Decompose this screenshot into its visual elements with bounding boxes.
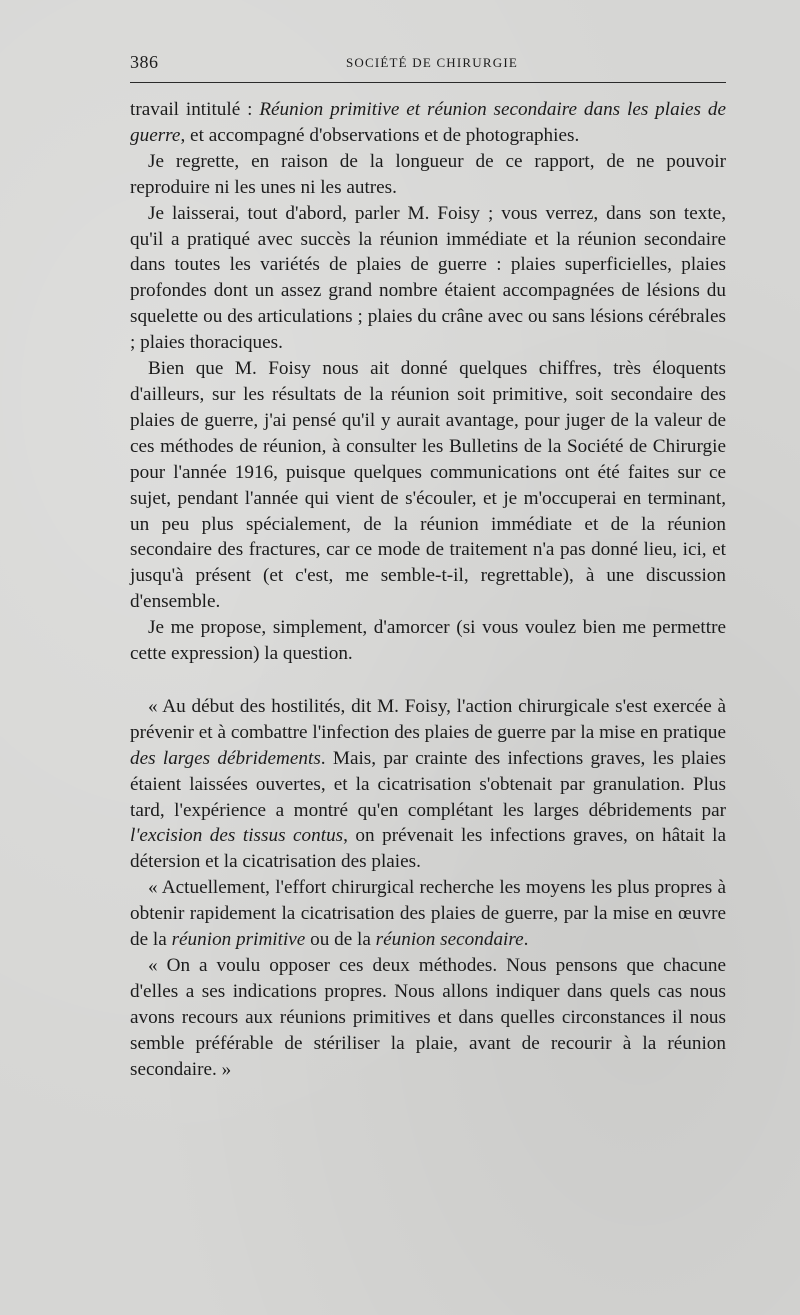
paragraph-text: , et accompagné d'observations et de photographies. bbox=[180, 124, 580, 146]
paragraph: Bien que M. Foisy nous ait donné quelques chiffres, très éloquents d'ailleurs, sur les résultats de la réunion soit primitive, soit secondaire des plaies de guerre, j'ai pensé qu'il y aurait avantage, pour juger de la valeur de ces méthodes de réunion, à consulter les Bulletins de la Société de Chirurgie pour l'année 1916, puisque quelques communications ont été faites sur ce sujet, pendant l'année qui vient de s'écouler, et je m'occuperai en terminant, un peu plus spécialement, de la réunion immédiate et de la réunion secondaire des fractures, car ce mode de traitement n'a pas donné lieu, ici, et jusqu'à présent (et c'est, me semble-t-il, regrettable), à une discussion d'ensemble. bbox=[130, 358, 726, 613]
quote-emphasis: réunion primitive bbox=[171, 929, 306, 951]
quote-text: . bbox=[523, 929, 529, 951]
page-number: 386 bbox=[130, 52, 159, 72]
paragraph: Je me propose, simplement, d'amorcer (si vous voulez bien me permettre cette expression) la question. bbox=[130, 617, 726, 665]
quote-text: ou de la bbox=[305, 929, 376, 951]
paragraph: Je regrette, en raison de la longueur de ce rapport, de ne pouvoir reproduire ni les unes ni les autres. bbox=[130, 150, 726, 198]
quote-text: . Mais, par crainte des infections graves, les plaies étaient laissées ouvertes, et la cicatrisation s'obtenait par granulation. Plus tard, l'expérience a montré qu'en complétant les larges débridements par bbox=[130, 747, 726, 821]
quote-text: « Au début des hostilités, dit M. Foisy, l'action chirurgicale s'est exercée à prévenir et à combattre l'infection des plaies de guerre par la mise en pratique bbox=[130, 695, 726, 743]
running-title: SOCIÉTÉ DE CHIRURGIE bbox=[345, 55, 519, 70]
book-page bbox=[130, 48, 726, 1083]
quote-emphasis: l'excision des tissus contus bbox=[130, 825, 344, 847]
paragraph-text: travail intitulé : bbox=[130, 99, 260, 120]
paragraph-continued bbox=[130, 97, 726, 149]
quote-text: , on prévenait les infections graves, on hâtait la détersion et la cicatrisation des plaies. bbox=[130, 825, 726, 873]
quote-emphasis: réunion secondaire bbox=[375, 929, 524, 951]
quote-paragraph bbox=[130, 694, 726, 875]
quote-paragraph: « On a voulu opposer ces deux méthodes. Nous pensons que chacune d'elles a ses indications propres. Nous allons indiquer dans quels cas nous avons recours aux réunions primitives et dans quelles circonstances il nous semble préférable de stériliser la plaie, avant de recourir à la réunion secondaire. » bbox=[130, 955, 726, 1080]
page-header bbox=[130, 48, 726, 83]
quote-paragraph bbox=[130, 875, 726, 953]
quote-emphasis: des larges débridements bbox=[130, 747, 321, 769]
body-text bbox=[130, 97, 726, 1083]
quote-text: « Actuellement, l'effort chirurgical recherche les moyens les plus propres à obtenir rapidement la cicatrisation des plaies de guerre, par la mise en œuvre de la bbox=[130, 877, 726, 951]
paragraph: Je laisserai, tout d'abord, parler M. Foisy ; vous verrez, dans son texte, qu'il a pratiqué avec succès la réunion immédiate et la réunion secondaire dans toutes les variétés de plaies de guerre : plaies superficielles, plaies profondes dont un assez grand nombre étaient accompagnées de lésions du squelette ou des articulations ; plaies du crâne avec ou sans lésions cérébrales ; plaies thoraciques. bbox=[130, 202, 726, 354]
work-title: Réunion primitive et réunion secondaire dans les plaies de guerre bbox=[130, 99, 726, 146]
